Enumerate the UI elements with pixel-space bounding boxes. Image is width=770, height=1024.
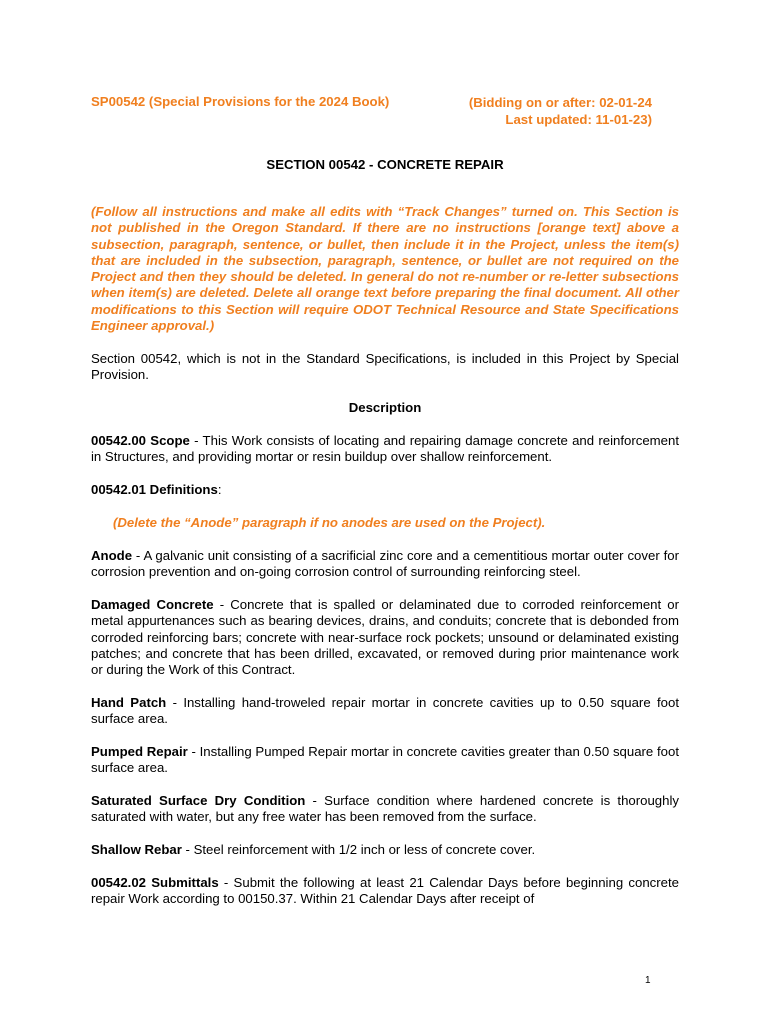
submittals-paragraph: [91, 875, 679, 908]
term-text: - Surface condition where hardened concrete is thoroughly saturated with water, but any free water has been removed from the surface.: [91, 793, 679, 825]
definition-ssd-condition: [91, 793, 679, 826]
definition-pumped-repair: [91, 744, 679, 777]
header-dates: [459, 94, 652, 128]
term-text: - A galvanic unit consisting of a sacrificial zinc core and a cementitious mortar outer cover for corrosion prevention and on-going corrosion control of surrounding reinforcing steel.: [91, 548, 679, 580]
term-label: Pumped Repair: [91, 744, 188, 759]
term-text: - Steel reinforcement with 1/2 inch or less of concrete cover.: [181, 842, 536, 857]
header-bidding-date: (Bidding on or after: 02-01-24: [468, 95, 652, 110]
term-label: Shallow Rebar: [91, 842, 182, 857]
section-title: SECTION 00542 - CONCRETE REPAIR: [266, 157, 504, 172]
definitions-label: 00542.01 Definitions: [91, 482, 218, 497]
definitions-suffix: :: [217, 482, 222, 497]
term-text: - Installing Pumped Repair mortar in concrete cavities greater than 0.50 square foot surface area.: [91, 744, 679, 776]
page-number: 1: [645, 975, 651, 986]
term-text: - Concrete that is spalled or delaminated due to corroded reinforcement or metal appurtenances such as bearing devices, drains, and conduits; concrete that is debonded from corroded reinforcing bars; concrete with near-surface rock pockets; unsound or delaminated existing patches; and concrete that has been drilled, excavated, or removed during prior maintenance work or during the Work of this Contract.: [91, 597, 679, 678]
submittals-text: - Submit the following at least 21 Calendar Days before beginning concrete repair Work according to 00150.37. Within 21 Calendar Days after receipt of: [91, 875, 679, 907]
term-label: Anode: [91, 548, 133, 563]
header-spec-id: SP00542 (Special Provisions for the 2024 Book): [91, 94, 390, 109]
definition-damaged-concrete: [91, 597, 679, 678]
definition-anode: [91, 548, 679, 581]
description-heading: Description: [348, 400, 422, 415]
header-last-updated: Last updated: 11-01-23): [505, 112, 652, 127]
anode-note: (Delete the “Anode” paragraph if no anodes are used on the Project).: [113, 515, 546, 530]
definitions-heading: [91, 482, 679, 498]
definition-hand-patch: [91, 695, 679, 728]
term-label: Hand Patch: [91, 695, 167, 710]
term-label: Saturated Surface Dry Condition: [91, 793, 306, 808]
scope-paragraph: [91, 433, 679, 466]
submittals-label: 00542.02 Submittals: [91, 875, 219, 890]
intro-paragraph: Section 00542, which is not in the Standard Specifications, is included in this Project by Special Provision.: [91, 351, 679, 383]
definition-shallow-rebar: [91, 842, 679, 858]
term-text: - Installing hand-troweled repair mortar in concrete cavities up to 0.50 square foot surface area.: [91, 695, 680, 727]
scope-text: - This Work consists of locating and repairing damage concrete and reinforcement in Structures, and providing mortar or resin buildup over shallow reinforcement.: [91, 433, 679, 465]
term-label: Damaged Concrete: [91, 597, 214, 612]
instruction-note: (Follow all instructions and make all edits with “Track Changes” turned on. This Section is not published in the Oregon Standard. If there are no instructions [orange text] above a subsection, paragraph, sentence, or bullet, then include it in the Project, unless the item(s) that are included in the subsection, paragraph, sentence, or bullet are not required on the Project and then they should be deleted. In general do not re-number or re-letter subsections when item(s) are deleted. Delete all orange text before preparing the final document. All other modifications to this Section will require ODOT Technical Resource and State Specifications Engineer approval.): [91, 204, 679, 334]
scope-label: 00542.00 Scope: [91, 433, 190, 448]
